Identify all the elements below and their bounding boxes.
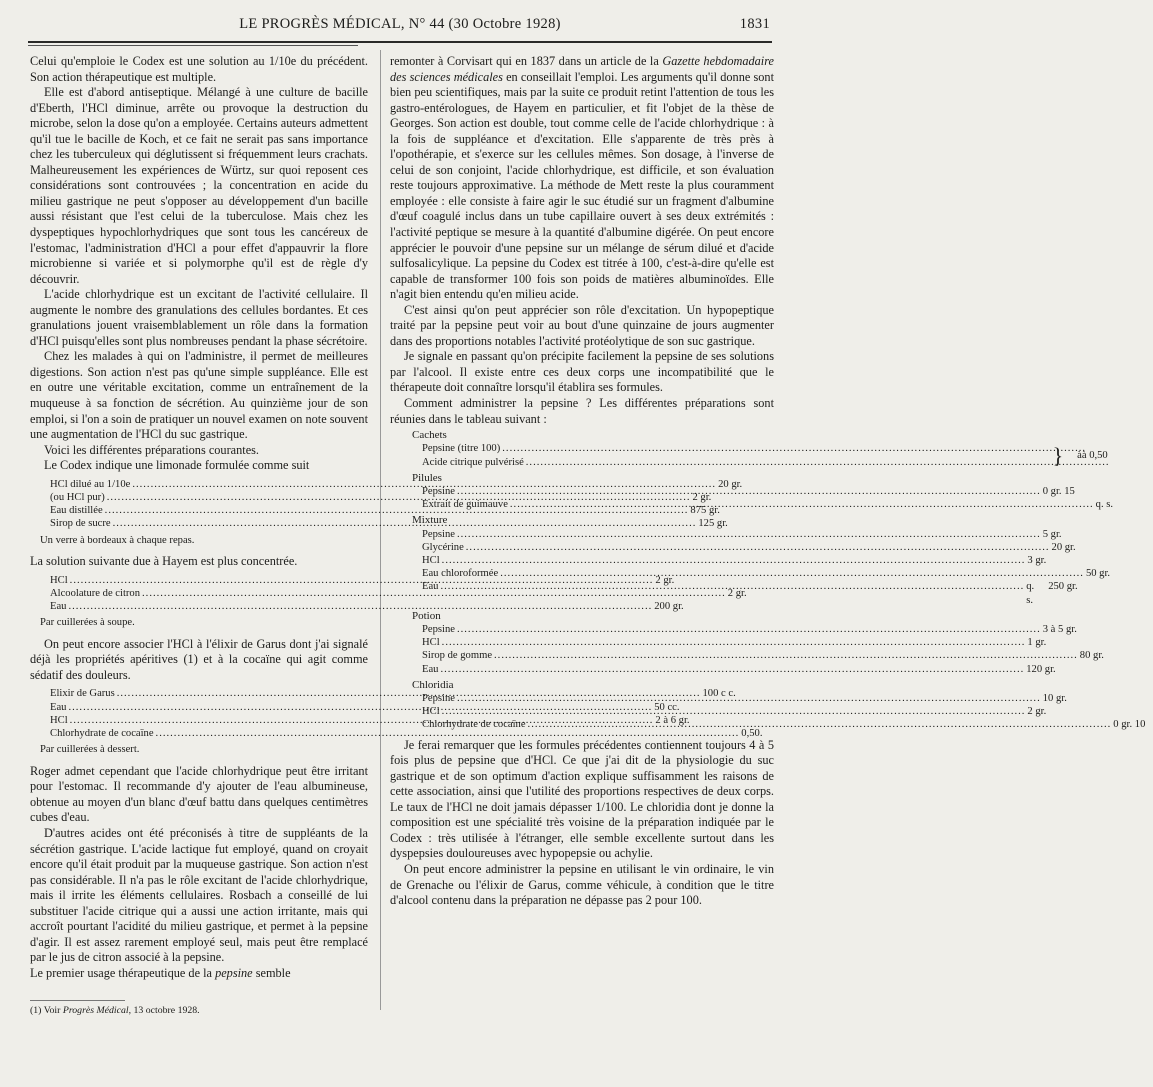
formula-row: HCl ..... 2 gr.	[422, 705, 702, 718]
paragraph: La solution suivante due à Hayem est plus concentrée.	[30, 554, 298, 569]
section-title-pilules: Pilules	[412, 471, 442, 484]
quantity: àà 0,50	[1077, 449, 1108, 461]
quantity: 50 cc.	[654, 701, 680, 713]
ingredient: HCl dilué au 1/10e	[50, 478, 131, 490]
formula-row	[50, 600, 684, 613]
formula-row	[50, 701, 680, 714]
right-column	[390, 54, 1146, 909]
paragraph: On peut encore administrer la pepsine en utilisant le vin ordinaire, le vin de Grenache ou l'élixir de Garus, comme véhicule, à condition que le titre d'alcool contenu dans la préparation ne dépasse pas 2 pour 100.	[390, 861, 774, 908]
formula-row	[50, 727, 763, 740]
ingredient: Eau	[50, 601, 67, 613]
italic-title: Gazette hebdomadaire des sciences médicales	[390, 54, 775, 84]
formula-row: Pepsine ..... 3 à 5 gr.	[422, 623, 702, 636]
quantity: 125 gr.	[698, 518, 728, 530]
formula-row: Pepsine ..... 5 gr.	[422, 528, 702, 541]
formula-row	[50, 587, 747, 600]
formula-row: Pepsine ..... 10 gr.	[422, 692, 702, 705]
formula-row	[50, 714, 690, 727]
quantity: 0,50.	[741, 728, 763, 740]
page-number: 1831	[739, 16, 770, 32]
formula-row: Sirop de gomme ..... 80 gr.	[422, 649, 702, 662]
formula-row: Pepsine (titre 100) .....	[422, 442, 1049, 455]
quantity: 2 gr.	[655, 574, 675, 586]
paragraph: On peut encore associer l'HCl à l'élixir de Garus dont j'ai signalé déjà les propriétés apéritives (1) et à la cocaïne qui agit comme sédatif des douleurs.	[30, 636, 368, 682]
header-rule-thin	[28, 45, 358, 46]
journal-title: LE PROGRÈS MÉDICAL, N° 44 (30 Octobre 1928)	[239, 16, 561, 32]
brace: }	[1052, 442, 1064, 468]
running-header	[30, 16, 770, 36]
quantity: 200 gr.	[654, 601, 684, 613]
ingredient: Chlorhydrate de cocaïne	[50, 728, 154, 740]
formula-row	[50, 504, 720, 517]
quantity: 2 gr.	[692, 491, 712, 503]
paragraph: L'acide chlorhydrique est un excitant de l'activité cellulaire. Il augmente le nombre des granulations des cellules bordantes. Et ces granulations jouent vraisemblablement un rôle dans la formation d'HCl puisqu'elles sont plus nombreuses pendant la phase sécrétoire.	[30, 287, 368, 348]
section-title-mixture: Mixture	[412, 514, 448, 527]
formula-row: Chlorhydrate de cocaïne ..... 0 gr. 10	[422, 718, 702, 731]
header-rule	[28, 41, 772, 43]
paragraph: Le premier usage thérapeutique de la pepsine semble	[30, 965, 291, 980]
quantity: 2 gr.	[727, 587, 747, 599]
formula-row	[50, 491, 712, 504]
paragraph: Comment administrer la pepsine ? Les différentes préparations sont réunies dans le tableau suivant :	[390, 396, 774, 426]
footnote: (1) Voir Progrès Médical, 13 octobre 1928.	[30, 1005, 200, 1016]
dosage-note: Par cuillerées à dessert.	[40, 744, 140, 756]
formula-row: Pepsine ..... 0 gr. 15	[422, 485, 702, 498]
quantity: 100 c c.	[702, 688, 736, 700]
paragraph: Elle est d'abord antiseptique. Mélangé à une culture de bacille d'Eberth, l'HCl diminue, arrête ou provoque la destruction du microbe, selon la dose qu'on a employée. Certains auteurs admettent qu'il tue le bacille de Koch, et ce fait ne serait pas sans importance chez les tuberculeux qui déglutissent si fréquemment leurs crachats. Malheureusement les expériences de Würtz, sur quoi reposent ces considérations sont controuvées ; la concentration en acide du milieu gastrique ne peut s'opposer au développement d'un bacille aussi résistant que l'est celui de la tuberculose. Mais chez les dyspeptiques hypochlorhydriques que sont tous les cancéreux de l'estomac, l'administration d'HCl a pour effet d'appauvrir la flore microbienne si variée et si polymorphe qu'il est de règle d'y découvrir.	[30, 85, 368, 286]
formula-hayem	[50, 574, 747, 614]
ingredient: HCl	[50, 574, 68, 586]
formula-row: Eau chloroformée ..... 50 gr.	[422, 567, 702, 580]
italic-term: pepsine	[215, 965, 253, 980]
ingredient: Eau	[50, 701, 67, 713]
paragraph: C'est ainsi qu'on peut apprécier son rôle d'excitation. Un hypopeptique traité par la pepsine peut voir au bout d'une quinzaine de jours augmenter dans des proportions notables l'activité protéolytique de son suc gastrique.	[390, 302, 774, 348]
quantity: 875 gr.	[690, 505, 720, 517]
paragraph: Le Codex indique une limonade formulée comme suit	[44, 458, 310, 473]
paragraph: Roger admet cependant que l'acide chlorhydrique peut être irritant pour l'estomac. Il recommande d'y ajouter de l'eau albumineuse, obtenue au moyen d'un blanc d'œuf battu dans quelques centimètres cubes d'eau.	[30, 763, 368, 825]
formula-row: Extrait de guimauve ..... q. s.	[422, 498, 702, 511]
paragraph: remonter à Corvisart qui en 1837 dans un article de la Gazette hebdomadaire des sciences médicales en conseillait l'emploi. Les arguments qu'il donne sont bien peu scientifiques, mais par la suite ce produit retint l'attention de tous les gastro-entérologues, de Hayem en particulier, et fit l'objet de la thèse de Georges. Son action est double, tout comme celle de l'acide chlorhydrique : à la fois de suppléance et d'excitation. Elle s'apparente de très près à l'opothérapie, et s'exerce sur les cellules mêmes. Son dosage, à l'inverse de celui de son conjoint, l'acide chlorhydrique, est difficile, et son évaluation reste toujours approximative. La méthode de Mett reste la plus couramment employée : elle consiste à faire agir le suc étudié sur un fragment d'albumine d'œuf coagulé inclus dans un tube capillaire ouvert à ses deux extrémités : l'activité peptique se mesure à la quantité d'albumine digérée. On peut encore apprécier le pouvoir d'une pepsine sur un mélange de sérum dilué et d'acide sulfosalicylique. La pepsine du Codex est titrée à 100, c'est-à-dire qu'elle est capable de transformer 100 fois son poids de matières albuminoïdes. Elle n'agit bien entendu qu'en milieu acide.	[390, 54, 775, 302]
paragraph: Je signale en passant qu'on précipite facilement la pepsine de ses solutions par l'alcool. Il existe entre ces deux corps une incompatibilité que le thérapeute doit connaître lorsqu'il établira ses formules.	[390, 349, 774, 395]
formula-row	[50, 478, 743, 491]
dosage-note: Un verre à bordeaux à chaque repas.	[40, 534, 195, 546]
formula-row: Eau ..... q. s. 250 gr.	[422, 580, 702, 606]
paragraph: Voici les différentes préparations courantes.	[44, 442, 260, 457]
paragraph: Chez les malades à qui on l'administre, il permet de meilleures digestions. Son action n'est pas qu'une simple suppléance. Elle est en outre une véritable excitation, comme un entraînement de la muqueuse à sa fonction de sécrétion. Au quinzième jour de son emploi, si l'on a soin de pratiquer un nouvel examen on note souvent une augmentation de l'HCl du suc gastrique.	[30, 349, 368, 442]
formula-row: Acide citrique pulvérisé .....	[422, 456, 1049, 469]
paragraph: Celui qu'emploie le Codex est une solution au 1/10e du précédent. Son action thérapeutique est multiple.	[30, 54, 368, 84]
section-title-cachets: Cachets	[412, 429, 447, 442]
formula-row: HCl ..... 3 gr.	[422, 554, 702, 567]
paragraph: Je ferai remarquer que les formules précédentes contiennent toujours 4 à 5 fois plus de pepsine que d'HCl. Ce que j'ai dit de la physiologie du suc gastrique et de son optimum d'action explique suffisamment les raisons de cette association, ainsi que l'utilité des proportions respectives de deux corps. Le taux de l'HCl ne doit jamais dépasser 1/100. Le chloridia dont je donne la composition est une spécialité très voisine de la préparation indiquée par le Codex : très utilisée à l'étranger, elle semble excellente surtout dans les dyspepsies douloureuses avec hypopepsie ou achylie.	[390, 737, 774, 861]
ingredient: Eau distillée	[50, 505, 103, 517]
formula-row: Eau ..... 120 gr.	[422, 663, 702, 676]
dosage-note: Par cuillerées à soupe.	[40, 617, 135, 629]
ingredient: HCl	[50, 714, 68, 726]
section-title-chloridia: Chloridia	[412, 678, 454, 691]
formula-row: HCl ..... 1 gr.	[422, 636, 702, 649]
formula-row	[50, 574, 675, 587]
ingredient: Alcoolature de citron	[50, 587, 141, 599]
section-title-potion: Potion	[412, 609, 441, 622]
cachets-block	[422, 442, 1108, 468]
quantity: 2 à 6 gr.	[655, 714, 690, 726]
paragraph: D'autres acides ont été préconisés à titre de suppléants de la sécrétion gastrique. L'acide lactique fut employé, quand on croyait encore qu'il était produit par la muqueuse gastrique. Son action n'est pas considérable. Il n'a pas le rôle excitant de l'acide chlorhydrique, mais il irrite les éléments cellulaires. Rosbach a conseillé de lui substituer l'acide citrique qui a aussi une action irritante, mais qui accroît pourtant l'acidité du milieu gastrique, et permet à la pepsine d'agir. Il est assez rarement employé seul, mais peut être remplacé par le jus de citron associé à la pepsine.	[30, 826, 368, 965]
ingredient: (ou HCl pur)	[50, 491, 105, 503]
formula-row: Glycérine ..... 20 gr.	[422, 541, 702, 554]
footnote-rule	[30, 1000, 125, 1001]
quantity: 20 gr.	[718, 478, 743, 490]
ingredient: Sirop de sucre	[50, 518, 111, 530]
ingredient: Elixir de Garus	[50, 688, 115, 700]
formula-row	[50, 687, 736, 700]
